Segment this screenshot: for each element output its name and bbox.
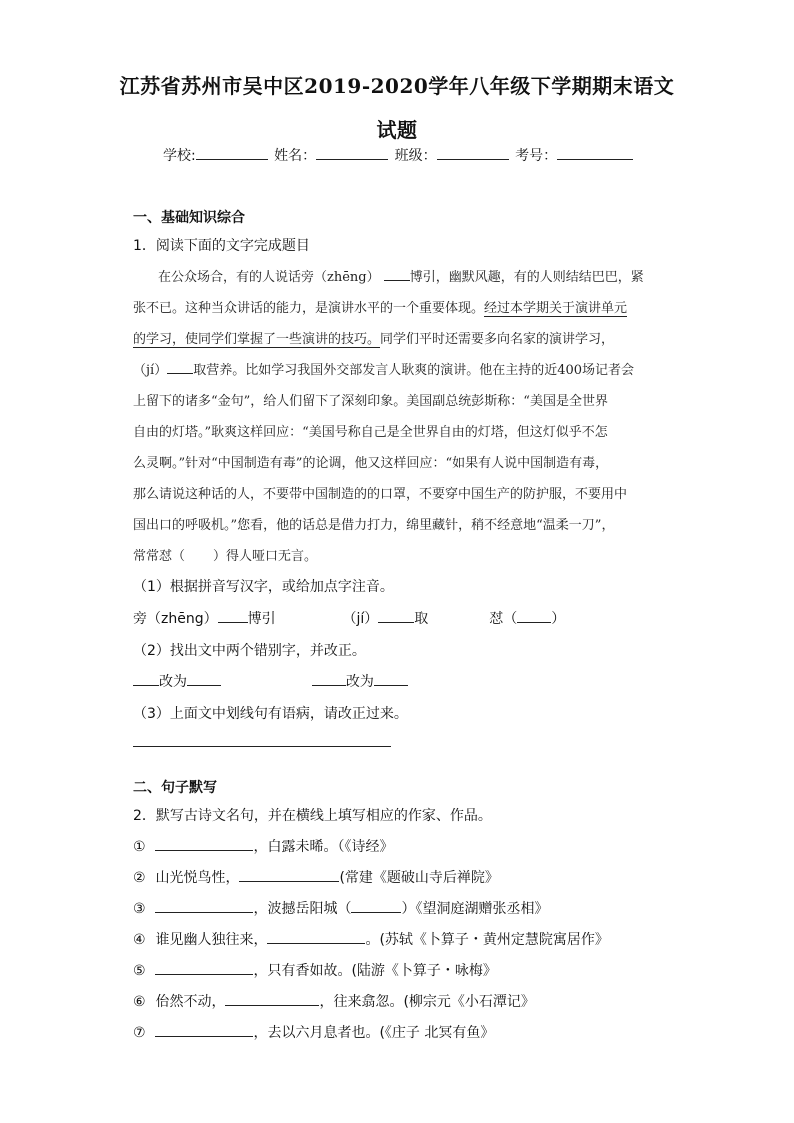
class-blank[interactable] — [437, 145, 509, 160]
recitation-item: ④ 谁见幽人独往来， 。(苏轼《卜算子・黄州定慧院寓居作》 — [133, 932, 609, 948]
answer-blank[interactable] — [312, 672, 346, 686]
underlined-sentence: 经过本学期关于演讲单元 — [484, 301, 628, 316]
passage-line: 张不已。这种当众讲话的能力，是演讲水平的一个重要体现。经过本学期关于演讲单元 — [133, 301, 628, 316]
answer-blank[interactable] — [155, 1023, 253, 1037]
answer-blank[interactable] — [225, 992, 319, 1006]
passage-line: 在公众场合，有的人说话旁（zhēng） 博引，幽默风趣，有的人则结结巴巴，紧 — [158, 266, 644, 285]
page-title: 江苏省苏州市吴中区2019-2020学年八年级下学期期末语文 — [119, 74, 675, 98]
question-2: 2．默写古诗文名句，并在横线上填写相应的作家、作品。 — [133, 808, 492, 824]
recitation-item: ⑤ ，只有香如故。(陆游《卜算子・咏梅》 — [133, 963, 497, 979]
answer-line[interactable] — [133, 746, 391, 747]
section-heading: 一、基础知识综合 — [133, 210, 245, 226]
passage-line: 常常怼（ ）得人哑口无言。 — [133, 549, 318, 564]
answer-blank[interactable] — [374, 672, 408, 686]
name-label: 姓名： — [274, 148, 317, 164]
answer-blank[interactable] — [384, 267, 410, 281]
passage-line: 那么请说这种话的人，不要带中国制造的的口罩，不要穿中国生产的防护服，不要用中 — [133, 487, 628, 502]
school-label: 学校: — [163, 148, 196, 164]
exam-no-label: 考号： — [515, 148, 558, 164]
recitation-item: ⑥ 佁然不动， ，往来翕忽。(柳宗元《小石潭记》 — [133, 994, 535, 1010]
recitation-item: ⑦ ，去以六月息者也。(《庄子 北冥有鱼》 — [133, 1025, 495, 1041]
student-info-row — [163, 145, 635, 165]
passage-line: 上留下的诸多“金句”，给人们留下了深刻印象。美国副总统彭斯称：“美国是全世界 — [133, 394, 608, 409]
passage-line: （jí） 取营养。比如学习我国外交部发言人耿爽的演讲。他在主持的近400场记者会 — [133, 359, 634, 378]
passage-line: 国出口的呼吸机。”您看，他的话总是借力打力，绵里藏针，稍不经意地“温柔一刀”， — [133, 518, 615, 533]
school-blank[interactable] — [196, 145, 268, 160]
answer-blank[interactable] — [155, 899, 253, 913]
passage-line: 么灵啊。”针对“中国制造有毒”的论调，他又这样回应：“如果有人说中国制造有毒， — [133, 456, 609, 471]
answer-blank[interactable] — [155, 961, 253, 975]
answer-blank[interactable] — [167, 360, 193, 374]
page-title-line2: 试题 — [376, 118, 418, 142]
answer-blank[interactable] — [378, 609, 414, 623]
answer-blank[interactable] — [155, 837, 253, 851]
section-heading: 二、句子默写 — [133, 780, 217, 796]
answer-row: 改为 改为 — [133, 671, 408, 691]
sub-question-3: （3）上面文中划线句有语病，请改正过来。 — [133, 706, 408, 722]
recitation-item: ③ ，波撼岳阳城（ ）《望洞庭湖赠张丞相》 — [133, 901, 549, 917]
answer-blank[interactable] — [239, 868, 339, 882]
answer-blank[interactable] — [517, 609, 551, 623]
passage-line: 的学习，使同学们掌握了一些演讲的技巧。同学们平时还需要多向名家的演讲学习， — [133, 332, 615, 347]
sub-question-1: （1）根据拼音写汉字，或给加点字注音。 — [133, 579, 394, 595]
underlined-sentence: 的学习，使同学们掌握了一些演讲的技巧。 — [133, 332, 381, 347]
recitation-item: ② 山光悦鸟性， (常建《题破山寺后禅院》 — [133, 870, 499, 886]
answer-blank[interactable] — [218, 609, 248, 623]
answer-row: 旁（zhēng） 博引 （jí） 取 怼（ ） — [133, 611, 566, 627]
name-blank[interactable] — [316, 145, 388, 160]
answer-blank[interactable] — [267, 930, 365, 944]
recitation-item: ① ，白露未晞。（《诗经》 — [133, 839, 394, 855]
answer-blank[interactable] — [133, 672, 159, 686]
sub-question-2: （2）找出文中两个错别字，并改正。 — [133, 643, 366, 659]
answer-blank[interactable] — [351, 899, 401, 913]
question-1: 1．阅读下面的文字完成题目 — [133, 238, 310, 254]
answer-blank[interactable] — [187, 672, 221, 686]
class-label: 班级： — [394, 148, 437, 164]
passage-line: 自由的灯塔。”耿爽这样回应：“美国号称自己是全世界自由的灯塔，但这灯似乎不怎 — [133, 425, 608, 440]
exam-no-blank[interactable] — [557, 145, 633, 160]
